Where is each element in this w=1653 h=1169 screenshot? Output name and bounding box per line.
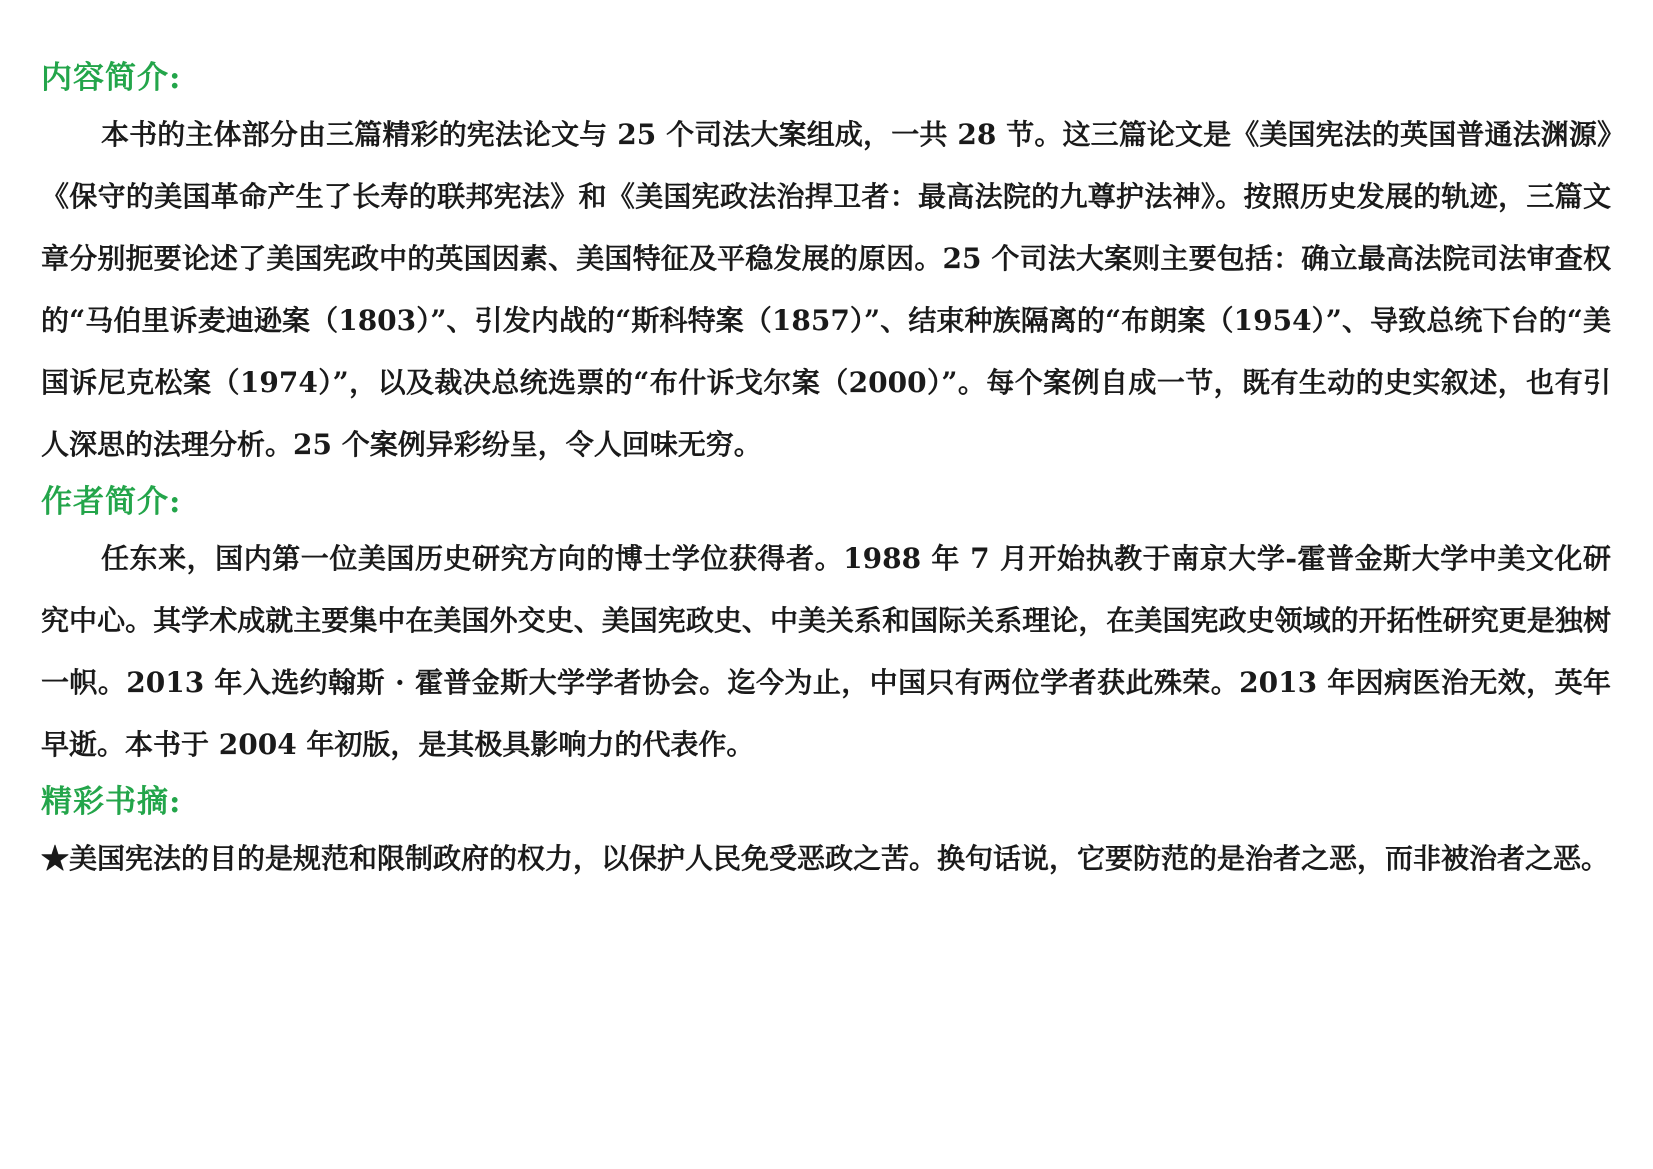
content-summary-heading: 内容简介: [41,60,182,96]
author-intro-text: 任东来，国内第一位美国历史研究方向的博士学位获得者。1988 年 7 月开始执教于南京大学-霍普金斯大学中美文化研究中心。其学术成就主要集中在美国外交史、美国宪政史、中美关系和国际关系理论，在美国宪政史领域的开拓性研究更是独树一帜。2013 年入选约翰斯 · 霍普金斯大学学者协会。迄今为止，中国只有两位学者获此殊荣。2013 年因病医治无效，英年早逝。本书于 2004 年初版，是其极具影响力的代表作。 [41,542,1611,761]
book-info-page [41,52,1611,890]
content-summary-text: 本书的主体部分由三篇精彩的宪法论文与 25 个司法大案组成，一共 28 节。这三篇论文是《美国宪法的英国普通法渊源》《保守的美国革命产生了长寿的联邦宪法》和《美国宪政法治捍卫者：最高法院的九尊护法神》。按照历史发展的轨迹，三篇文章分别扼要论述了美国宪政中的英国因素、美国特征及平稳发展的原因。25 个司法大案则主要包括：确立最高法院司法审查权的“马伯里诉麦迪逊案（1803）”、引发内战的“斯科特案（1857）”、结束种族隔离的“布朗案（1954）”、导致总统下台的“美国诉尼克松案（1974）”，以及裁决总统选票的“布什诉戈尔案（2000）”。每个案例自成一节，既有生动的史实叙述，也有引人深思的法理分析。25 个案例异彩纷呈，令人回味无穷。 [41,118,1611,461]
excerpt-text: ★美国宪法的目的是规范和限制政府的权力，以保护人民免受恶政之苦。换句话说，它要防范的是治者之恶，而非被治者之恶。 [41,842,1610,875]
author-intro-heading: 作者简介: [41,484,182,520]
excerpt-heading: 精彩书摘: [41,784,182,820]
